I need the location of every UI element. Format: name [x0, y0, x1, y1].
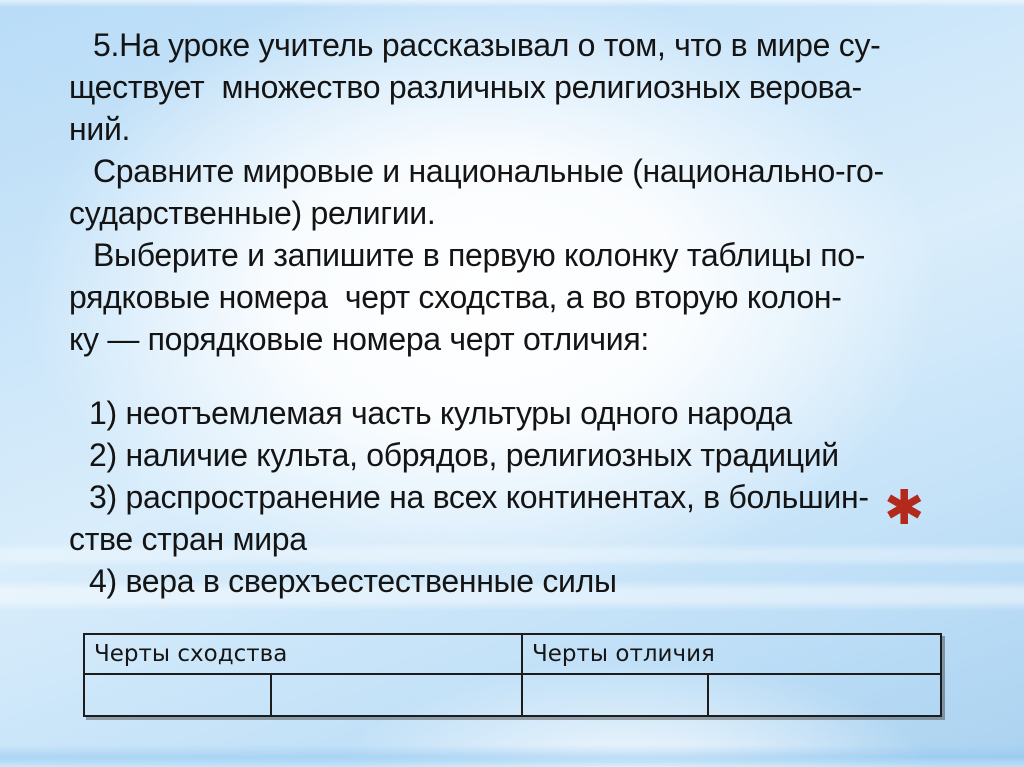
table-header-similarity: Черты сходства — [84, 634, 522, 674]
text-line: ний. — [69, 111, 131, 147]
table-cell-similarity-2 — [271, 674, 522, 716]
table-cell-difference-2 — [708, 674, 941, 716]
red-asterisk-icon: ✱ — [884, 480, 925, 536]
text-line: Выберите и запишите в первую колонку таблицы по- — [93, 237, 866, 273]
comparison-table — [83, 633, 942, 717]
list-item-3: 3) распространение на всех континентах, в большин- — [89, 479, 869, 515]
text-line: ществует множество различных религиозных верова- — [69, 69, 862, 105]
text-line: рядковые номера черт сходства, а во вторую колон- — [69, 279, 842, 315]
line-spacer — [69, 360, 984, 392]
text-line: 5.На уроке учитель рассказывал о том, что в мире су- — [93, 27, 881, 63]
text-line: Сравните мировые и национальные (национально-го- — [93, 153, 884, 189]
table-cell-similarity-1 — [84, 674, 271, 716]
text-line: сударственные) религии. — [69, 195, 436, 231]
list-item-3-continuation: стве стран мира — [69, 521, 307, 557]
list-item-2: 2) наличие культа, обрядов, религиозных традиций — [89, 437, 839, 473]
table-header-row — [84, 634, 941, 674]
task-text-block — [0, 24, 1024, 602]
list-item-4: 4) вера в сверхъестественные силы — [89, 563, 617, 599]
table-cell-difference-1 — [522, 674, 708, 716]
list-item-1: 1) неотъемлемая часть культуры одного народа — [89, 395, 792, 431]
table-header-difference: Черты отличия — [522, 634, 941, 674]
text-line: ку — порядковые номера черт отличия: — [69, 321, 649, 357]
table-data-row — [84, 674, 941, 716]
